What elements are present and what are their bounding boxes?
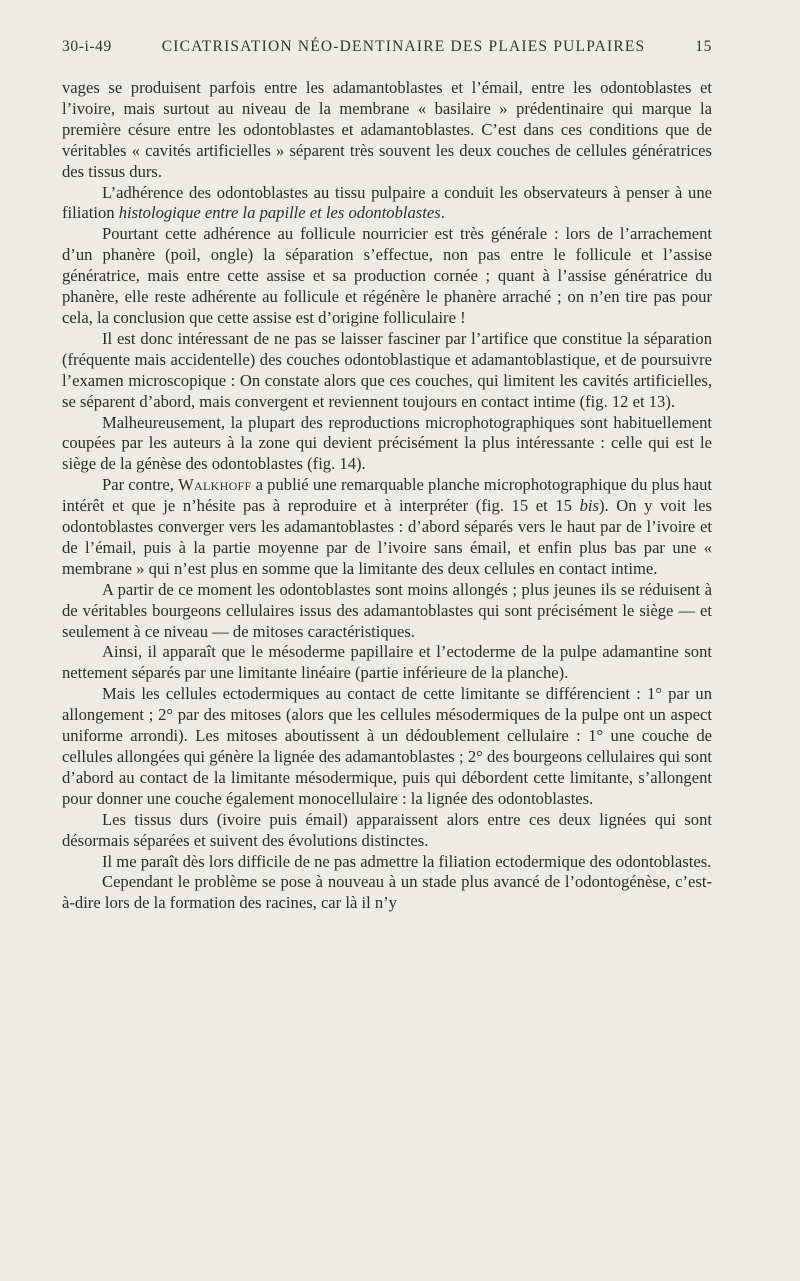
paragraph (62, 413, 712, 476)
text-span: Les tissus durs (ivoire puis émail) apparaissent alors entre ces deux lignées qui sont désormais séparées et suivent des évolutions distinctes. (62, 809, 712, 850)
text-span: ). On y voit les odontoblastes converger vers les adamantoblastes : d’abord séparés vers le haut par de l’ivoire et de l’émail, puis à la partie moyenne par de l’ivoire sans émail, et enfin plus bas par une « membrane » qui n’est plus en somme que la limitante des deux cellules en contact intime. (62, 496, 712, 578)
page-number: 15 (695, 38, 712, 55)
text-span: a publié une remarquable planche microphotographique du plus haut intérêt et que je n’hésite pas à reproduire et à interpréter (fig. 15 et 15 (62, 475, 712, 516)
text-span: Malheureusement, la plupart des reproductions microphotographiques sont habituellement coupées par les auteurs à la zone qui devient précisément la plus intéressante : celle qui est le siège de la génèse des odontoblastes (fig. 14). (62, 412, 712, 474)
running-header (62, 38, 712, 56)
paragraph (62, 183, 712, 225)
text-span: A partir de ce moment les odontoblastes sont moins allongés ; plus jeunes ils se réduisent à de véritables bourgeons cellulaires issus des adamantoblastes qui sont précisément le siège — et seulement à ce niveau — de mitoses caractéristiques. (62, 579, 712, 641)
paragraph (62, 329, 712, 413)
text-span: vages se produisent parfois entre les adamantoblastes et l’émail, entre les odontoblastes et l’ivoire, mais surtout au niveau de la membrane « basilaire » prédentinaire qui marque la première césure entre les odontoblastes et adamantoblastes. C’est dans ces conditions que de véritables « cavités artificielles » séparent très souvent les deux couches de cellules génératrices des tissus durs. (62, 78, 712, 181)
header-date: 30-i-49 (62, 38, 112, 55)
body-text (62, 78, 712, 914)
paragraph (62, 810, 712, 852)
paragraph (62, 475, 712, 580)
paragraph (62, 580, 712, 643)
text-span: Il me paraît dès lors difficile de ne pas admettre la filiation ectodermique des odontoblastes. (102, 851, 712, 871)
text-span: . (440, 203, 445, 223)
paragraph (62, 78, 712, 183)
text-span: Ainsi, il apparaît que le mésoderme papillaire et l’ectoderme de la pulpe adamantine sont nettement séparés par une limitante linéaire (partie inférieure de la planche). (62, 642, 712, 683)
text-span: Par contre, (102, 475, 179, 495)
paragraph (62, 642, 712, 684)
italic-span: histologique entre la papille et les odontoblastes (118, 203, 441, 223)
text-span: L’adhérence des odontoblastes au tissu pulpaire a conduit les observateurs à penser à une filiation (62, 182, 712, 223)
paragraph (62, 872, 712, 914)
text-span: Mais les cellules ectodermiques au contact de cette limitante se différencient : 1° par un allongement ; 2° par des mitoses (alors que les cellules mésodermiques de la pulpe ont un aspect uniforme arrondi). Les mitoses aboutissent à un dédoublement cellulaire : 1° une couche de cellules allongées qui génère la lignée des adamantoblastes ; 2° des bourgeons cellulaires qui sont d’abord au contact de la limitante mésodermique, puis qui débordent cette limitante, s’allongent pour donner une couche également monocellulaire : la lignée des odontoblastes. (62, 684, 712, 808)
paragraph (62, 684, 712, 809)
italic-span: bis (579, 496, 599, 516)
header-title: CICATRISATION NÉO-DENTINAIRE DES PLAIES PULPAIRES (161, 38, 646, 55)
paragraph (62, 224, 712, 329)
text-span: Il est donc intéressant de ne pas se laisser fasciner par l’artifice que constitue la séparation (fréquente mais accidentelle) des couches odontoblastique et adamantoblastique, et de poursuivre l’examen microscopique : On constate alors que ces couches, qui limitent les cavités artificielles, se séparent d’abord, mais convergent et reviennent toujours en contact intime (fig. 12 et 13). (62, 328, 712, 411)
author-name: Walkhoff (178, 475, 252, 495)
paragraph (62, 852, 712, 873)
text-span: Pourtant cette adhérence au follicule nourricier est très générale : lors de l’arrachement d’un phanère (poil, ongle) la séparation s’effectue, non pas entre le follicule et l’assise génératrice, mais entre cette assise et sa production cornée ; quant à l’assise génératrice du phanère, elle reste adhérente au follicule et régénère le phanère arraché ; on n’en tire pas pour cela, la conclusion que cette assise est d’origine folliculaire ! (62, 224, 712, 327)
text-span: Cependant le problème se pose à nouveau à un stade plus avancé de l’odontogénèse, c’est-à-dire lors de la formation des racines, car là il n’y (62, 872, 712, 913)
